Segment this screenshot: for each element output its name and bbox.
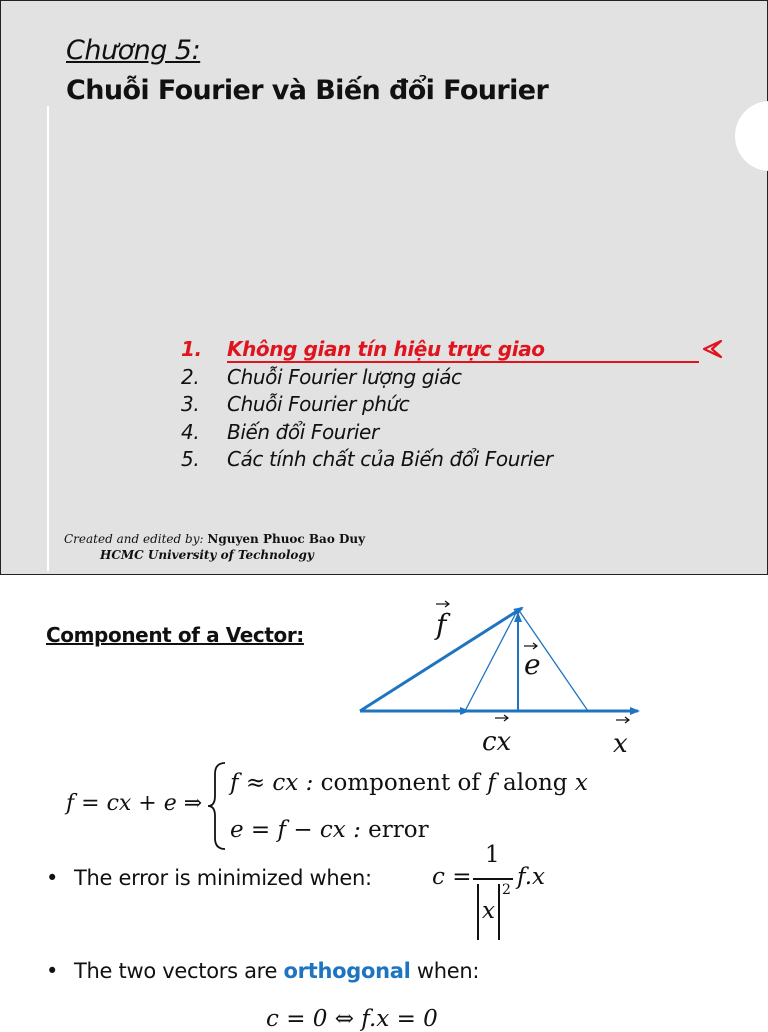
content-slide <box>0 576 768 1032</box>
credit-author: Nguyen Phuoc Bao Duy <box>207 532 366 546</box>
formula-numerator: 1 <box>485 842 500 868</box>
orthogonal-condition: c = 0 ⇔ f.x = 0 <box>266 1006 438 1032</box>
abs-bar-right <box>498 884 500 940</box>
eq-f: f <box>487 770 496 796</box>
fraction-bar <box>473 878 513 880</box>
credit-line <box>64 532 365 546</box>
eq-error-def: e = f − cx : <box>230 817 361 843</box>
formula-c-lhs: c = <box>432 864 472 890</box>
toc-item-3[interactable] <box>181 392 553 420</box>
bullet-text-pre: The two vectors are <box>74 959 278 983</box>
toc-label: Chuỗi Fourier lượng giác <box>227 364 462 389</box>
toc-label: Không gian tín hiệu trực giao <box>227 337 545 361</box>
bullet-dot: • <box>46 959 59 983</box>
bullet-text: The error is minimized when: <box>74 866 372 890</box>
equation-line-2 <box>230 817 429 843</box>
toc-number: 2. <box>181 364 200 389</box>
eq-error-text: error <box>368 817 429 843</box>
projection-line-left <box>465 609 518 711</box>
label-e: e <box>524 648 541 681</box>
bullet-dot: • <box>46 866 59 890</box>
equation-line-1 <box>230 770 588 796</box>
toc-number: 3. <box>181 392 200 416</box>
equation-brace <box>205 760 229 852</box>
formula-tail: f.x <box>517 864 545 890</box>
active-underline <box>227 361 699 363</box>
page-title: Chuỗi Fourier và Biến đổi Fourier <box>66 75 549 106</box>
toc-number: 4. <box>181 419 200 444</box>
decorative-line <box>47 106 49 571</box>
bullet-text-post: when: <box>416 959 480 983</box>
toc-item-4[interactable] <box>181 420 553 448</box>
bullet-error-minimized <box>46 866 372 890</box>
toc-label: Chuỗi Fourier phức <box>227 392 410 416</box>
chapter-label: Chương 5: <box>66 35 201 66</box>
label-f: f <box>436 608 447 641</box>
toc-item-2[interactable] <box>181 365 553 393</box>
toc-label: Các tính chất của Biến đổi Fourier <box>227 447 553 471</box>
credit-prefix: Created and edited by: <box>64 532 204 546</box>
equation-lhs: f = cx + e ⇒ <box>66 791 203 816</box>
eq-along: along <box>503 770 568 796</box>
credit-organization: HCMC University of Technology <box>100 548 314 562</box>
eq-component-text: component of <box>320 770 480 796</box>
keyword-orthogonal: orthogonal <box>283 959 411 983</box>
section-heading: Component of a Vector: <box>46 623 304 647</box>
label-x: x <box>613 729 628 759</box>
toc-number: 5. <box>181 447 200 471</box>
vector-diagram <box>340 596 660 766</box>
eq-x: x <box>574 770 588 796</box>
formula-denominator: x <box>482 898 495 924</box>
bullet-orthogonal <box>46 959 479 983</box>
toc-item-5[interactable] <box>181 447 553 475</box>
abs-bar-left <box>477 884 479 940</box>
eq-approx: f ≈ cx : <box>230 770 314 796</box>
decorative-notch <box>735 101 768 171</box>
formula-exponent: 2 <box>502 882 511 898</box>
current-section-arrow-icon <box>701 338 723 360</box>
label-cx: cx <box>482 727 512 757</box>
table-of-contents <box>181 337 553 475</box>
toc-number: 1. <box>181 337 202 361</box>
toc-item-1[interactable] <box>181 337 553 365</box>
toc-label: Biến đổi Fourier <box>227 419 379 444</box>
